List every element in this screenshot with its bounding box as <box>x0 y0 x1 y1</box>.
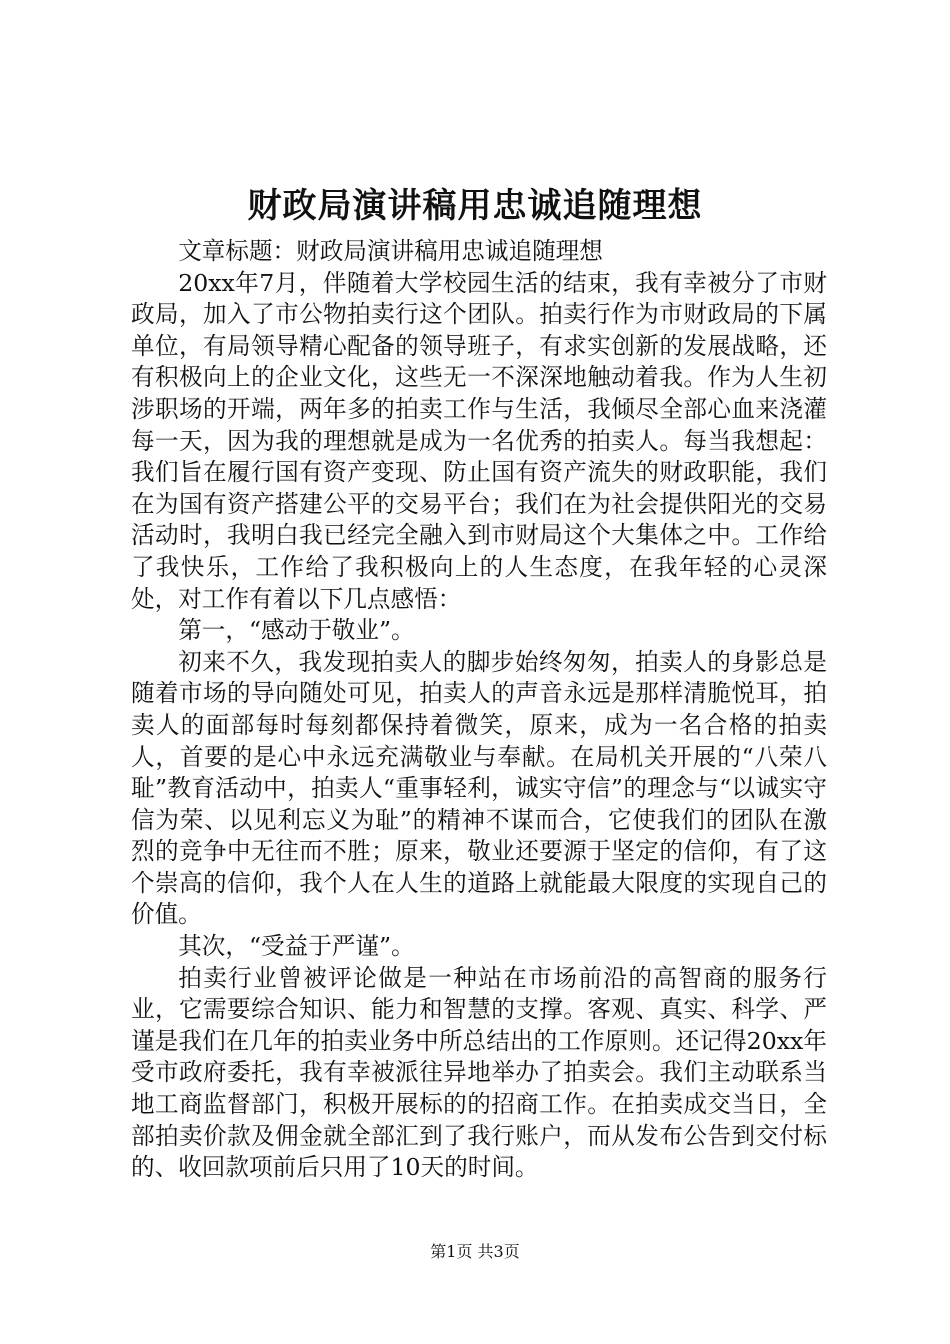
paragraph-dedication: 初来不久，我发现拍卖人的脚步始终匆匆，拍卖人的身影总是随着市场的导向随处可见，拍卖人的声音永远是那样清脆悦耳，拍卖人的面部每时每刻都保持着微笑，原来，成为一名合格的拍卖人，首要的是心中永远充满敬业与奉献。在局机关开展的“八荣八耻”教育活动中，拍卖人“重事轻利，诚实守信”的理念与“以诚实守信为荣、以见利忘义为耻”的精神不谋而合，它使我们的团队在激烈的竞争中无往而不胜；原来，敬业还要源于坚定的信仰，有了这个崇高的信仰，我个人在人生的道路上就能最大限度的实现自己的价值。 <box>131 647 827 929</box>
article-title-line: 文章标题：财政局演讲稿用忠诚追随理想 <box>178 237 603 265</box>
section-heading-first: 第一，“感动于敬业”。 <box>178 616 415 645</box>
page-footer: 第1页 共3页 <box>430 1242 520 1261</box>
document-body <box>131 236 827 1184</box>
document-title: 财政局演讲稿用忠诚追随理想 <box>247 186 703 226</box>
paragraph-intro: 20xx年7月，伴随着大学校园生活的结束，我有幸被分了市财政局，加入了市公物拍卖行这个团队。拍卖行作为市财政局的下属单位，有局领导精心配备的领导班子，有求实创新的发展战略，还有积极向上的企业文化，这些无一不深深地触动着我。作为人生初涉职场的开端，两年多的拍卖工作与生活，我倾尽全部心血来浇灌每一天，因为我的理想就是成为一名优秀的拍卖人。每当我想起：我们旨在履行国有资产变现、防止国有资产流失的财政职能，我们在为国有资产搭建公平的交易平台；我们在为社会提供阳光的交易活动时，我明白我已经完全融入到市财局这个大集体之中。工作给了我快乐，工作给了我积极向上的人生态度，在我年轻的心灵深处，对工作有着以下几点感悟： <box>131 268 827 613</box>
section-heading-second: 其次，“受益于严谨”。 <box>178 932 415 961</box>
paragraph-rigor: 拍卖行业曾被评论做是一种站在市场前沿的高智商的服务行业，它需要综合知识、能力和智慧的支撑。客观、真实、科学、严谨是我们在几年的拍卖业务中所总结出的工作原则。还记得20xx年受市政府委托，我有幸被派往异地举办了拍卖会。我们主动联系当地工商监督部门，积极开展标的的招商工作。在拍卖成交当日，全部拍卖价款及佣金就全部汇到了我行账户，而从发布公告到交付标的、收回款项前后只用了10天的时间。 <box>131 963 827 1182</box>
